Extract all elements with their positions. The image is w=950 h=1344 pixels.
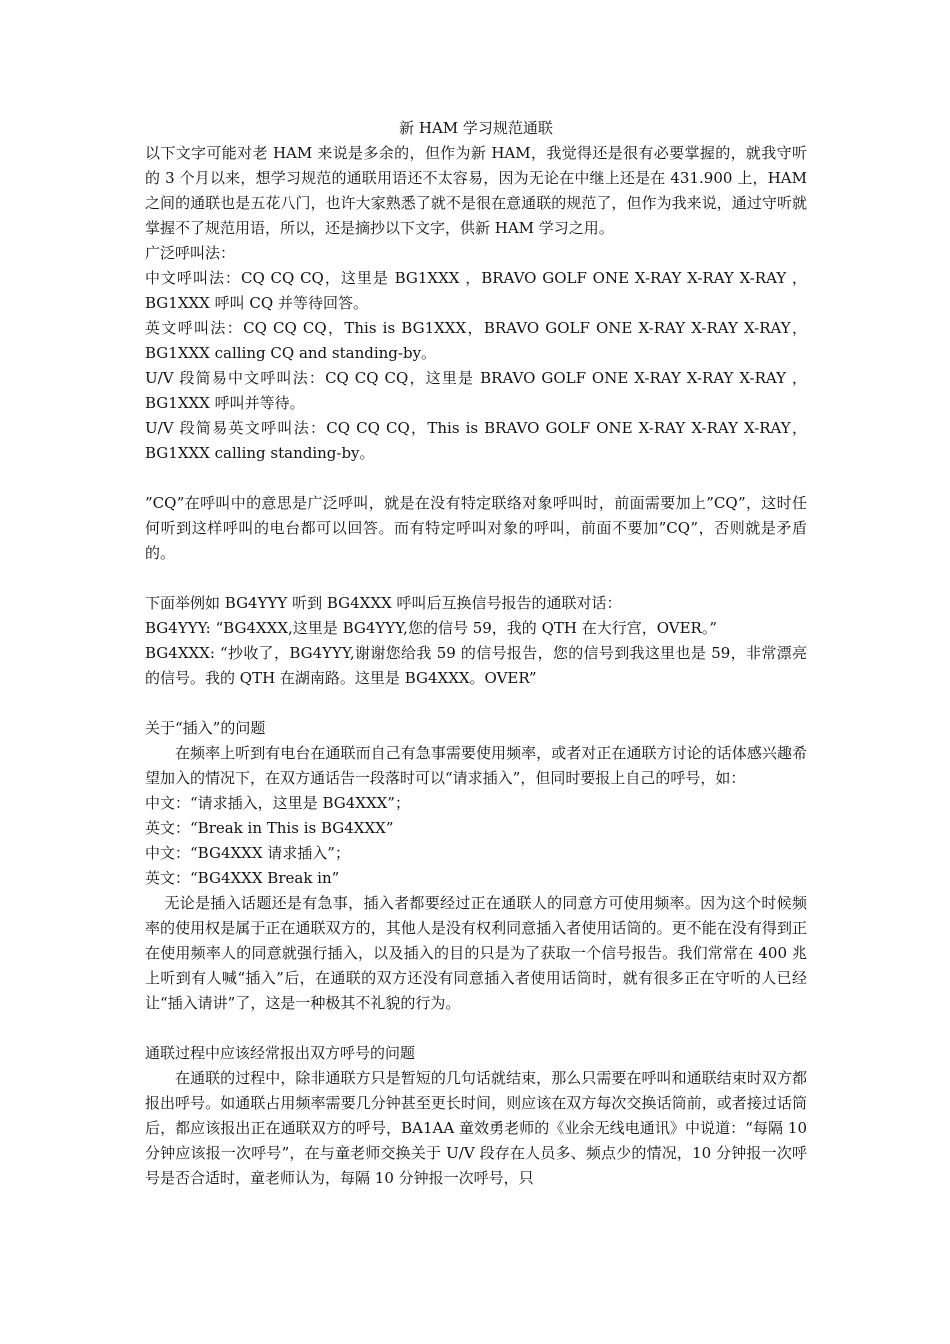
cq-method-uv-chinese: U/V 段简易中文呼叫法：CQ CQ CQ，这里是 BRAVO GOLF ONE X-RAY X-RAY X-RAY ，BG1XXX 呼叫并等待。 <box>145 369 807 412</box>
cq-heading: 广泛呼叫法： <box>145 244 236 262</box>
cq-method-uv-english: U/V 段简易英文呼叫法：CQ CQ CQ，This is BRAVO GOLF ONE X-RAY X-RAY X-RAY，BG1XXX calling standing-by。 <box>145 419 807 462</box>
blank-line <box>145 691 807 716</box>
cq-method-chinese: 中文呼叫法：CQ CQ CQ，这里是 BG1XXX ，BRAVO GOLF ONE X-RAY X-RAY X-RAY ，BG1XXX 呼叫 CQ 并等待回答。 <box>145 269 807 312</box>
example-line-xxx: BG4XXX: “抄收了，BG4YYY,谢谢您给我 59 的信号报告，您的信号到我这里也是 59，非常漂亮的信号。我的 QTH 在湖南路。这里是 BG4XXX。OVER” <box>145 644 807 687</box>
break-in-example-1: 中文：“请求插入，这里是 BG4XXX”； <box>145 794 410 812</box>
callsign-paragraph: 在通联的过程中，除非通联方只是暂短的几句话就结束，那么只需要在呼叫和通联结束时双方都报出呼号。如通联占用频率需要几分钟甚至更长时间，则应该在双方每次交换话筒前，或者接过话筒后，都应该报出正在通联双方的呼号，BA1AA 童效勇老师的《业余无线电通讯》中说道：“每隔 10 分钟应该报一次呼号”，在与童老师交换关于 U/V 段存在人员多、频点少的情况，10 分钟报一次呼号是否合适时，童老师认为，每隔 10 分钟报一次呼号，只 <box>145 1069 807 1187</box>
blank-line <box>145 1016 807 1041</box>
break-in-example-4: 英文：“BG4XXX Break in” <box>145 869 340 887</box>
break-in-example-2: 英文：“Break in This is BG4XXX” <box>145 819 394 837</box>
blank-line <box>145 566 807 591</box>
document-title: 新 HAM 学习规范通联 <box>399 119 553 137</box>
break-in-paragraph-1: 在频率上听到有电台在通联而自己有急事需要使用频率，或者对正在通联方讨论的话体感兴趣希望加入的情况下，在双方通话告一段落时可以“请求插入”，但同时要报上自己的呼号，如： <box>145 744 807 787</box>
example-line-yyy: BG4YYY: “BG4XXX,这里是 BG4YYY,您的信号 59，我的 QTH 在大行宫，OVER。” <box>145 619 717 637</box>
break-in-paragraph-2: 无论是插入话题还是有急事，插入者都要经过正在通联人的同意方可使用频率。因为这个时候频率的使用权是属于正在通联双方的，其他人是没有权利同意插入者使用话筒的。更不能在没有得到正在使用频率人的同意就强行插入，以及插入的目的只是为了获取一个信号报告。我们常常在 400 兆上听到有人喊“插入”后，在通联的双方还没有同意插入者使用话筒时，就有很多正在守听的人已经让“插入请讲”了，这是一种极其不礼貌的行为。 <box>145 894 807 1012</box>
break-in-example-3: 中文：“BG4XXX 请求插入”； <box>145 844 350 862</box>
break-in-heading: 关于“插入”的问题 <box>145 719 266 737</box>
cq-meaning-paragraph: ”CQ”在呼叫中的意思是广泛呼叫，就是在没有特定联络对象呼叫时，前面需要加上”CQ”，这时任何听到这样呼叫的电台都可以回答。而有特定呼叫对象的呼叫，前面不要加”CQ”，否则就是矛盾的。 <box>145 494 807 562</box>
blank-line <box>145 466 807 491</box>
example-intro: 下面举例如 BG4YYY 听到 BG4XXX 呼叫后互换信号报告的通联对话： <box>145 594 622 612</box>
cq-method-english: 英文呼叫法：CQ CQ CQ，This is BG1XXX，BRAVO GOLF ONE X-RAY X-RAY X-RAY，BG1XXX calling CQ and standing-by。 <box>145 319 807 362</box>
intro-paragraph: 以下文字可能对老 HAM 来说是多余的，但作为新 HAM，我觉得还是很有必要掌握的，就我守听的 3 个月以来，想学习规范的通联用语还不太容易，因为无论在中继上还是在 431.900 上，HAM 之间的通联也是五花八门，也许大家熟悉了就不是很在意通联的规范了，但作为我来说，通过守听就掌握不了规范用语，所以，还是摘抄以下文字，供新 HAM 学习之用。 <box>145 144 807 237</box>
document-page <box>145 114 807 1191</box>
callsign-heading: 通联过程中应该经常报出双方呼号的问题 <box>145 1044 416 1062</box>
